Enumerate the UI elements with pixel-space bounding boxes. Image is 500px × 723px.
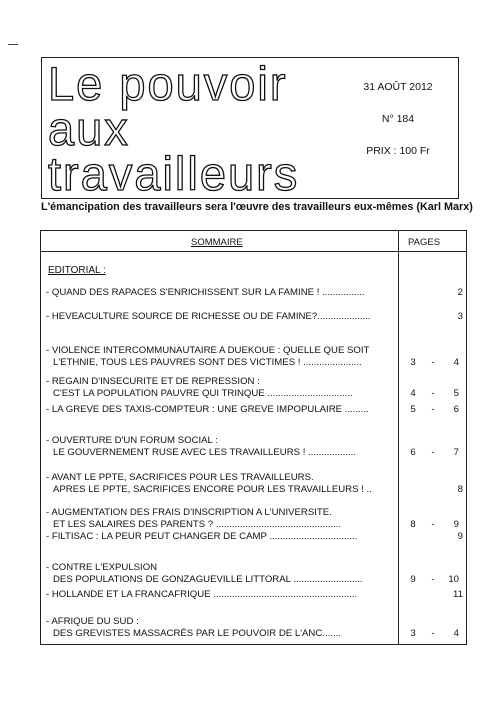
article-title bbox=[46, 435, 398, 459]
article-title bbox=[46, 376, 398, 400]
article-title-line-1: - FILTISAC : LA PEUR PEUT CHANGER DE CAMP ................................. bbox=[46, 531, 358, 542]
article-title-line-1: - AFRIQUE DU SUD : bbox=[46, 616, 139, 627]
page-reference bbox=[401, 531, 463, 543]
article-title-line-1: - CONTRE L'EXPULSION bbox=[46, 562, 158, 573]
issue-number: N° 184 bbox=[381, 113, 415, 125]
masthead-title-line-3: travailleurs bbox=[48, 147, 300, 200]
masthead-title-line-1: Le pouvoir bbox=[48, 57, 288, 110]
page-dash: - bbox=[431, 628, 435, 639]
article-title-line-2: ET LES SALAIRES DES PARENTS ? ............................................... bbox=[53, 519, 342, 530]
article-title-line-2: DES GREVISTES MASSACRÉS PAR LE POUVOIR DE L'ANC....... bbox=[53, 628, 341, 639]
article-title-line-1: - LA GREVE DES TAXIS-COMPTEUR : UNE GREVE IMPOPULAIRE ......... bbox=[46, 404, 369, 415]
summary-header: SOMMAIRE bbox=[191, 237, 243, 248]
page-to: 3 bbox=[457, 311, 463, 322]
motto: L'émancipation des travailleurs sera l'œuvre des travailleurs eux-mêmes (Karl Marx) bbox=[41, 201, 473, 213]
page-dash: - bbox=[431, 388, 435, 399]
page-corner-mark bbox=[8, 44, 18, 45]
article-title bbox=[46, 589, 398, 601]
page-to: 5 bbox=[453, 388, 459, 399]
page-reference bbox=[401, 519, 463, 531]
page-reference bbox=[401, 311, 463, 323]
page-from: 6 bbox=[410, 447, 416, 458]
page-dash: - bbox=[431, 404, 435, 415]
article-title-line-1: - VIOLENCE INTERCOMMUNAUTAIRE A DUEKOUE : QUELLE QUE SOIT bbox=[46, 345, 370, 356]
page-dash: - bbox=[431, 357, 435, 368]
article-title-line-1: - AUGMENTATION DES FRAIS D'INSCRIPTION A L'UNIVERSITE. bbox=[46, 507, 332, 518]
article-title-line-1: - QUAND DES RAPACES S'ENRICHISSENT SUR LA FAMINE ! ................ bbox=[46, 287, 365, 298]
page-from: 8 bbox=[410, 519, 416, 530]
page-from: 4 bbox=[410, 388, 416, 399]
article-title-line-1: - HEVEACULTURE SOURCE DE RICHESSE OU DE FAMINE?.................... bbox=[46, 311, 371, 322]
page-dash: - bbox=[431, 574, 435, 585]
article-title-line-2: LE GOUVERNEMENT RUSE AVEC LES TRAVAILLEURS ! .................. bbox=[53, 447, 356, 458]
article-title bbox=[46, 562, 398, 586]
issue-price: PRIX : 100 Fr bbox=[366, 145, 430, 157]
masthead-title-line-2: aux bbox=[48, 102, 130, 155]
page-dash: - bbox=[431, 447, 435, 458]
article-title bbox=[46, 345, 398, 369]
page-reference bbox=[401, 589, 463, 601]
editorial-label: EDITORIAL : bbox=[48, 265, 106, 276]
page-from: 9 bbox=[410, 574, 416, 585]
issue-date: 31 AOÛT 2012 bbox=[363, 81, 433, 93]
article-title bbox=[46, 616, 398, 640]
page-reference bbox=[401, 388, 463, 400]
article-title-line-1: - REGAIN D'INSECURITE ET DE REPRESSION : bbox=[46, 376, 260, 387]
article-title-line-1: - OUVERTURE D'UN FORUM SOCIAL : bbox=[46, 435, 218, 446]
page-from: 3 bbox=[410, 357, 416, 368]
page-to: 10 bbox=[448, 574, 459, 585]
article-title bbox=[46, 531, 398, 543]
article-title bbox=[46, 404, 398, 416]
page-reference bbox=[401, 287, 463, 299]
page-from: 5 bbox=[410, 404, 416, 415]
header-rule bbox=[41, 251, 466, 252]
page-to: 4 bbox=[453, 628, 459, 639]
page-to: 11 bbox=[453, 589, 463, 600]
issue-info bbox=[348, 80, 448, 176]
page-to: 9 bbox=[453, 519, 459, 530]
article-title-line-2: DES POPULATIONS DE GONZAGUEVILLE LITTORAL .......................... bbox=[53, 574, 363, 585]
article-title bbox=[46, 472, 398, 496]
pages-column-divider bbox=[398, 231, 399, 644]
article-title-line-2: APRES LE PPTE, SACRIFICES ENCORE POUR LES TRAVAILLEURS ! .. bbox=[53, 484, 372, 495]
article-title-line-1: - AVANT LE PPTE, SACRIFICES POUR LES TRAVAILLEURS. bbox=[46, 472, 314, 483]
article-title bbox=[46, 287, 398, 299]
page-reference bbox=[401, 574, 463, 586]
page-reference bbox=[401, 484, 463, 496]
page-to: 6 bbox=[453, 404, 459, 415]
page-to: 9 bbox=[457, 531, 463, 542]
page-reference bbox=[401, 628, 463, 640]
pages-header: PAGES bbox=[408, 237, 441, 248]
page-reference bbox=[401, 404, 463, 416]
article-title-line-1: - HOLLANDE ET LA FRANCAFRIQUE ...................................................... bbox=[46, 589, 358, 600]
page-to: 2 bbox=[457, 287, 463, 298]
page-to: 4 bbox=[453, 357, 459, 368]
masthead bbox=[41, 57, 459, 199]
page-from: 3 bbox=[410, 628, 416, 639]
article-title-line-2: C'EST LA POPULATION PAUVRE QUI TRINQUE ................................ bbox=[53, 388, 353, 399]
article-title bbox=[46, 507, 398, 531]
article-title-line-2: L'ETHNIE, TOUS LES PAUVRES SONT DES VICTIMES ! ...................... bbox=[53, 357, 362, 368]
page-dash: - bbox=[431, 519, 435, 530]
page-reference bbox=[401, 357, 463, 369]
page-to: 8 bbox=[457, 484, 463, 495]
page-reference bbox=[401, 447, 463, 459]
table-of-contents bbox=[40, 230, 467, 645]
article-title bbox=[46, 311, 398, 323]
page-to: 7 bbox=[453, 447, 459, 458]
